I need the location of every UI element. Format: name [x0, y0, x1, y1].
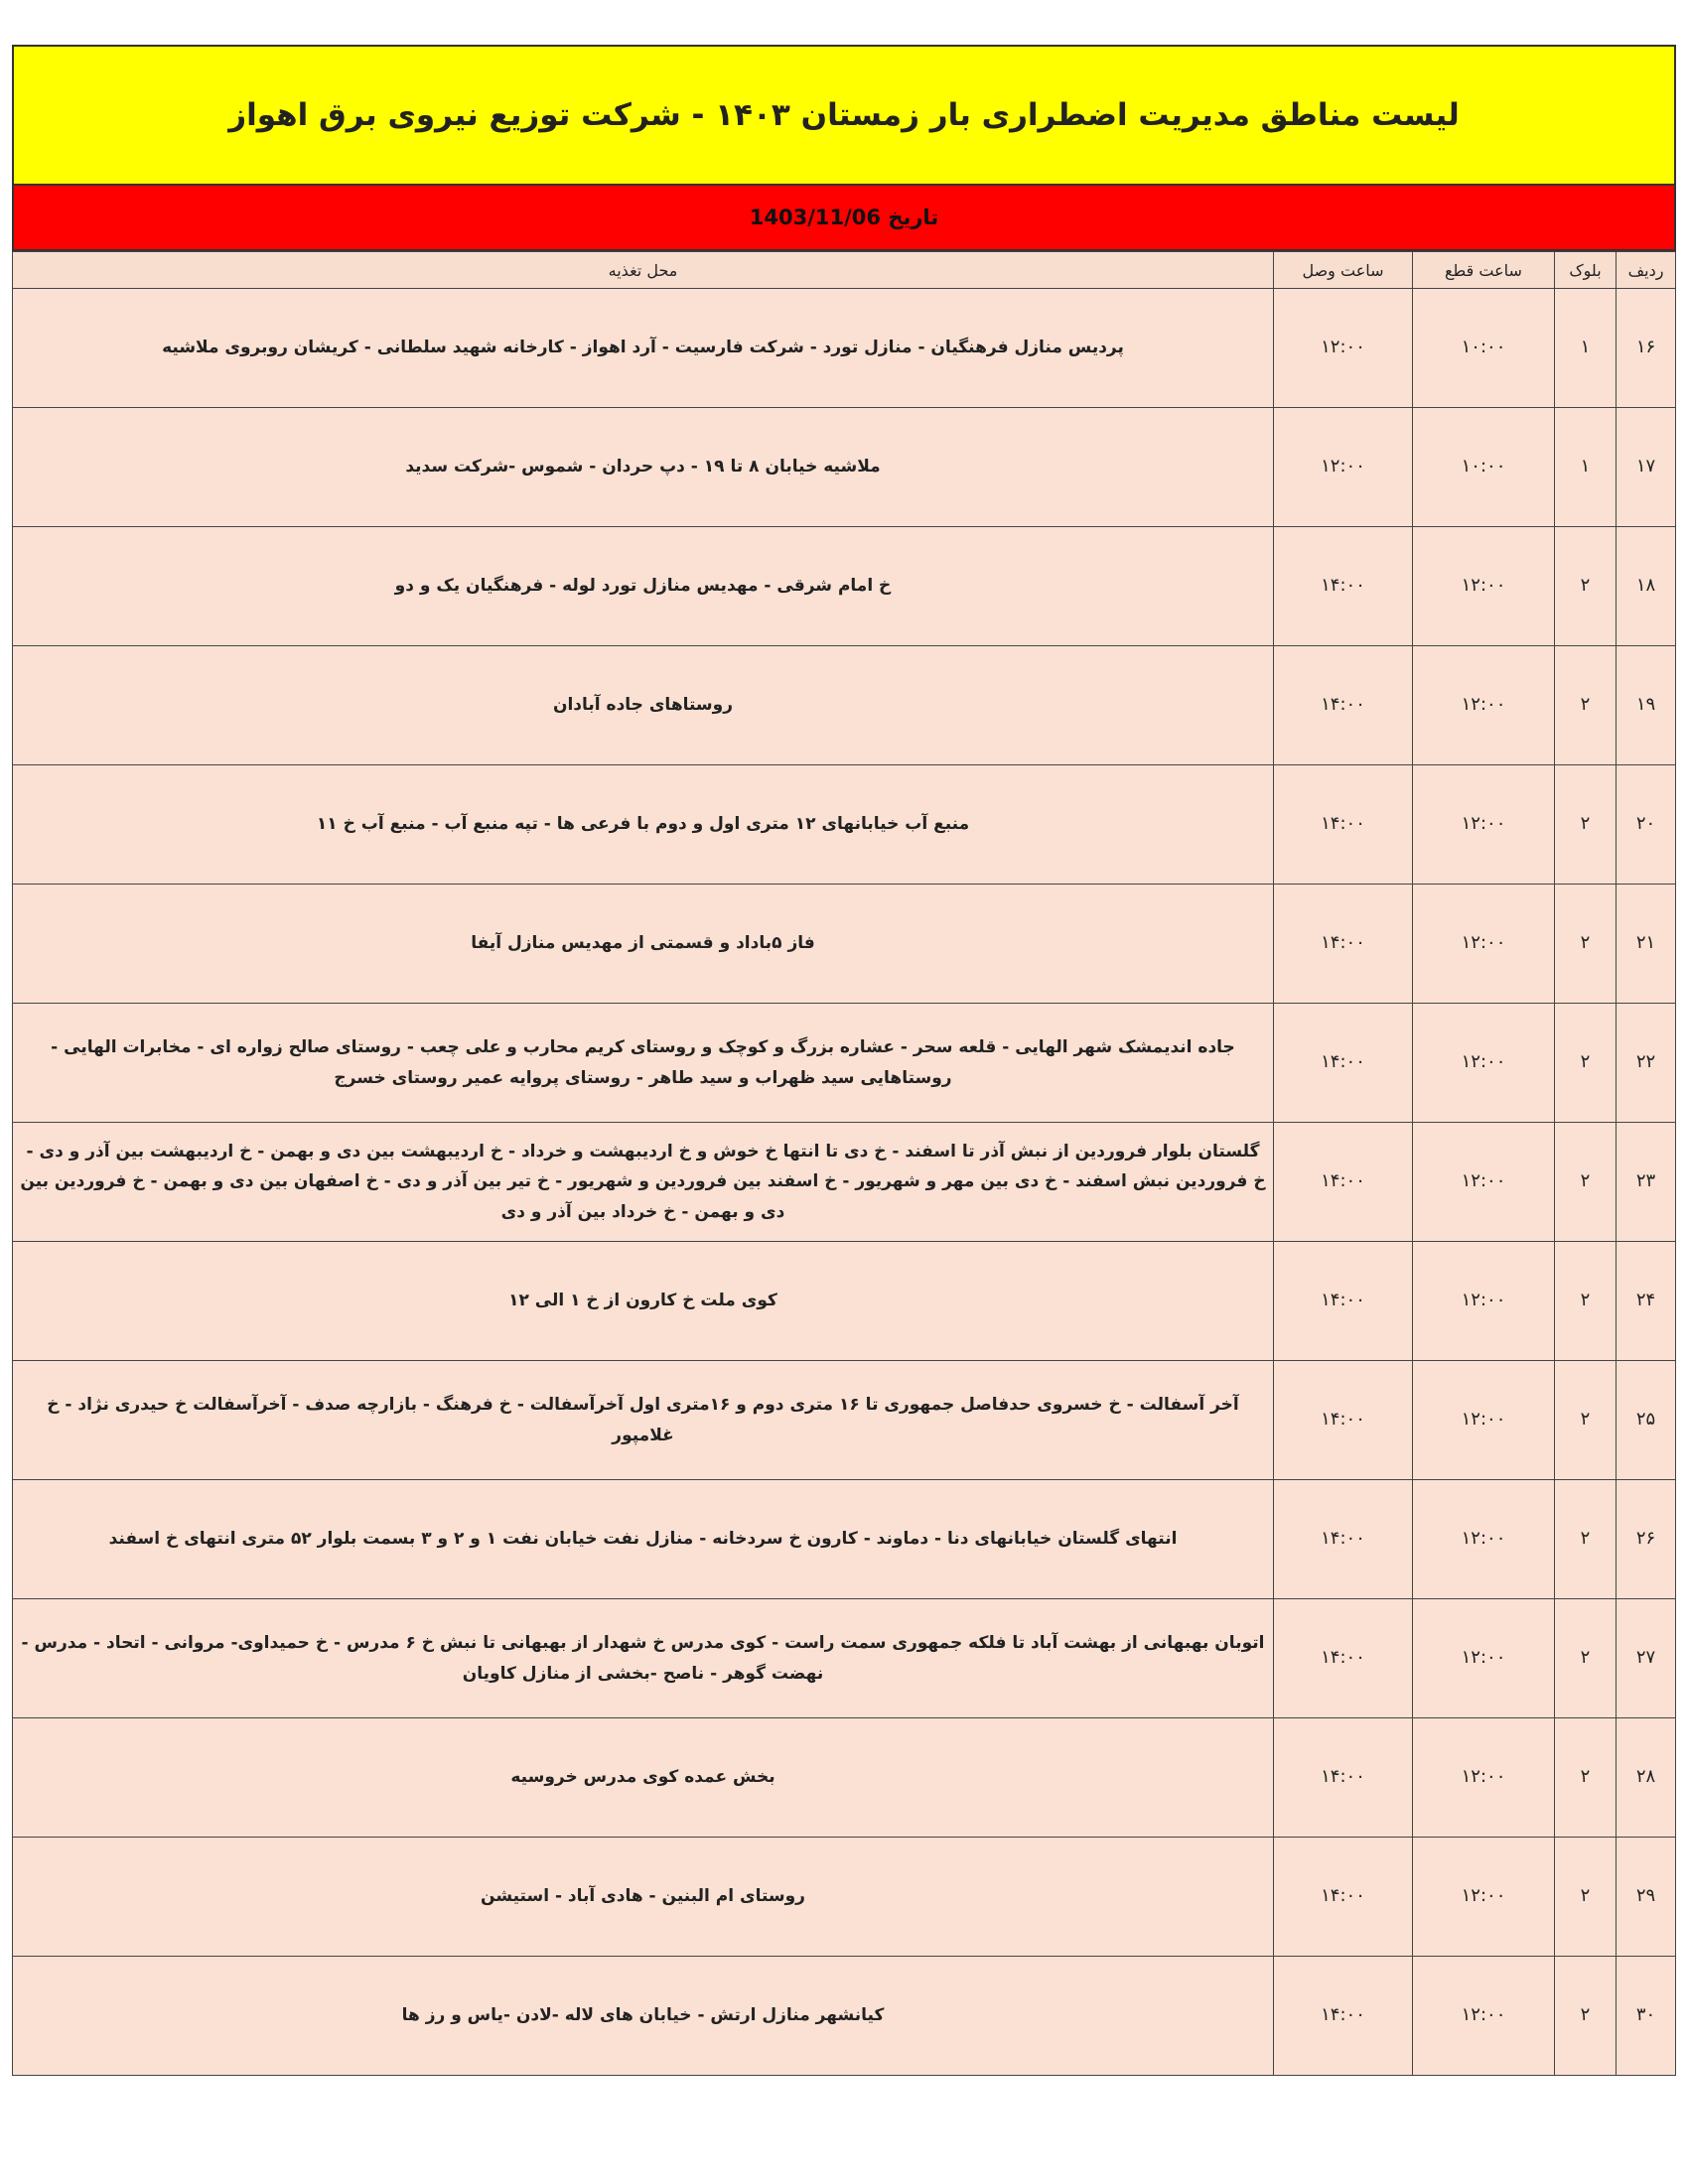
table-row — [13, 1361, 1676, 1480]
cell-row-number: ۲۴ — [1617, 1242, 1676, 1361]
cell-row-number: ۲۵ — [1617, 1361, 1676, 1480]
cell-row-number: ۲۷ — [1617, 1599, 1676, 1718]
table-row — [13, 408, 1676, 527]
cell-cut-time: ۱۲:۰۰ — [1413, 646, 1555, 765]
cell-block: ۲ — [1555, 1004, 1617, 1123]
cell-cut-time: ۱۲:۰۰ — [1413, 527, 1555, 646]
cell-cut-time: ۱۲:۰۰ — [1413, 885, 1555, 1004]
cell-connect-time: ۱۴:۰۰ — [1274, 1957, 1413, 2076]
report-sheet — [12, 45, 1676, 2076]
outage-table — [12, 251, 1676, 2076]
cell-location: روستای ام البنین - هادی آباد - استیشن — [13, 1838, 1274, 1957]
cell-location: آخر آسفالت - خ خسروی حدفاصل جمهوری تا ۱۶ متری دوم و ۱۶متری اول آخرآسفالت - خ فرهنگ - بازارچه صدف - آخرآسفالت خ حیدری نژاد - خ غلامپور — [13, 1361, 1274, 1480]
cell-block: ۲ — [1555, 1480, 1617, 1599]
cell-row-number: ۱۷ — [1617, 408, 1676, 527]
cell-connect-time: ۱۴:۰۰ — [1274, 1123, 1413, 1242]
table-row — [13, 1838, 1676, 1957]
cell-location: بخش عمده کوی مدرس خروسیه — [13, 1718, 1274, 1838]
cell-block: ۲ — [1555, 527, 1617, 646]
title-bar — [12, 45, 1676, 186]
cell-cut-time: ۱۲:۰۰ — [1413, 1004, 1555, 1123]
cell-cut-time: ۱۲:۰۰ — [1413, 1361, 1555, 1480]
cell-block: ۲ — [1555, 1838, 1617, 1957]
cell-connect-time: ۱۴:۰۰ — [1274, 527, 1413, 646]
table-header-row — [13, 252, 1676, 289]
cell-location: روستاهای جاده آبادان — [13, 646, 1274, 765]
header-location: محل تغذیه — [13, 252, 1274, 289]
cell-connect-time: ۱۲:۰۰ — [1274, 289, 1413, 408]
cell-location: کوی ملت خ کارون از خ ۱ الی ۱۲ — [13, 1242, 1274, 1361]
cell-block: ۲ — [1555, 1599, 1617, 1718]
table-row — [13, 1480, 1676, 1599]
cell-row-number: ۱۸ — [1617, 527, 1676, 646]
cell-block: ۲ — [1555, 1242, 1617, 1361]
cell-row-number: ۲۸ — [1617, 1718, 1676, 1838]
cell-row-number: ۲۱ — [1617, 885, 1676, 1004]
cell-location: گلستان بلوار فروردین از نبش آذر تا اسفند - خ دی تا انتها خ خوش و خ اردیبهشت و خرداد - خ اردیبهشت بین دی و بهمن - خ اردیبهشت بین آذر و دی - خ فروردین نبش اسفند - خ دی بین مهر و شهریور - خ اسفند بین فروردین و شهریور - خ تیر بین آذر و دی - خ اصفهان بین دی و بهمن - خ فروردین بین دی و بهمن - خ خرداد بین آذر و دی — [13, 1123, 1274, 1242]
cell-connect-time: ۱۴:۰۰ — [1274, 1361, 1413, 1480]
cell-row-number: ۲۹ — [1617, 1838, 1676, 1957]
table-row — [13, 527, 1676, 646]
cell-row-number: ۳۰ — [1617, 1957, 1676, 2076]
cell-row-number: ۱۶ — [1617, 289, 1676, 408]
cell-location: منبع آب خیابانهای ۱۲ متری اول و دوم با فرعی ها - تپه منبع آب - منبع آب خ ۱۱ — [13, 765, 1274, 885]
cell-row-number: ۲۲ — [1617, 1004, 1676, 1123]
cell-location: خ امام شرقی - مهدیس منازل تورد لوله - فرهنگیان یک و دو — [13, 527, 1274, 646]
cell-cut-time: ۱۰:۰۰ — [1413, 289, 1555, 408]
table-row — [13, 1123, 1676, 1242]
cell-cut-time: ۱۰:۰۰ — [1413, 408, 1555, 527]
cell-block: ۲ — [1555, 1957, 1617, 2076]
cell-row-number: ۲۳ — [1617, 1123, 1676, 1242]
cell-location: کیانشهر منازل ارتش - خیابان های لاله -لادن -یاس و رز ها — [13, 1957, 1274, 2076]
cell-connect-time: ۱۴:۰۰ — [1274, 885, 1413, 1004]
table-row — [13, 885, 1676, 1004]
header-connect-time: ساعت وصل — [1274, 252, 1413, 289]
table-row — [13, 646, 1676, 765]
cell-connect-time: ۱۴:۰۰ — [1274, 1838, 1413, 1957]
cell-connect-time: ۱۴:۰۰ — [1274, 1004, 1413, 1123]
cell-connect-time: ۱۲:۰۰ — [1274, 408, 1413, 527]
table-row — [13, 1242, 1676, 1361]
cell-row-number: ۲۰ — [1617, 765, 1676, 885]
table-row — [13, 765, 1676, 885]
cell-connect-time: ۱۴:۰۰ — [1274, 646, 1413, 765]
header-block: بلوک — [1555, 252, 1617, 289]
cell-cut-time: ۱۲:۰۰ — [1413, 1242, 1555, 1361]
cell-block: ۲ — [1555, 1361, 1617, 1480]
table-row — [13, 289, 1676, 408]
cell-row-number: ۱۹ — [1617, 646, 1676, 765]
table-row — [13, 1004, 1676, 1123]
cell-location: پردیس منازل فرهنگیان - منازل تورد - شرکت فارسیت - آرد اهواز - کارخانه شهید سلطانی - کریشان روبروی ملاشیه — [13, 289, 1274, 408]
cell-cut-time: ۱۲:۰۰ — [1413, 1480, 1555, 1599]
cell-block: ۲ — [1555, 1718, 1617, 1838]
cell-cut-time: ۱۲:۰۰ — [1413, 1838, 1555, 1957]
cell-block: ۲ — [1555, 765, 1617, 885]
cell-block: ۱ — [1555, 289, 1617, 408]
table-row — [13, 1957, 1676, 2076]
cell-block: ۲ — [1555, 1123, 1617, 1242]
cell-block: ۲ — [1555, 646, 1617, 765]
cell-location: فاز ۵باداد و قسمتی از مهدیس منازل آیفا — [13, 885, 1274, 1004]
table-body — [13, 289, 1676, 2076]
table-row — [13, 1599, 1676, 1718]
cell-connect-time: ۱۴:۰۰ — [1274, 1242, 1413, 1361]
report-date: تاریخ 1403/11/06 — [749, 205, 939, 229]
cell-connect-time: ۱۴:۰۰ — [1274, 1480, 1413, 1599]
date-bar — [12, 186, 1676, 251]
cell-location: جاده اندیمشک شهر الهایی - قلعه سحر - عشاره بزرگ و کوچک و روستای کریم محارب و علی چعب - روستای صالح زواره ای - مخابرات الهایی - روستاهایی سید ظهراب و سید طاهر - روستای پروایه عمیر روستای خسرج — [13, 1004, 1274, 1123]
cell-connect-time: ۱۴:۰۰ — [1274, 1718, 1413, 1838]
table-row — [13, 1718, 1676, 1838]
cell-block: ۱ — [1555, 408, 1617, 527]
cell-block: ۲ — [1555, 885, 1617, 1004]
page-title: لیست مناطق مدیریت اضطراری بار زمستان ۱۴۰۳ - شرکت توزیع نیروی برق اهواز — [228, 97, 1460, 133]
cell-cut-time: ۱۲:۰۰ — [1413, 1957, 1555, 2076]
cell-location: انتهای گلستان خیابانهای دنا - دماوند - کارون خ سردخانه - منازل نفت خیابان نفت ۱ و ۲ و ۳ بسمت بلوار ۵۲ متری انتهای خ اسفند — [13, 1480, 1274, 1599]
cell-cut-time: ۱۲:۰۰ — [1413, 1123, 1555, 1242]
header-cut-time: ساعت قطع — [1413, 252, 1555, 289]
cell-connect-time: ۱۴:۰۰ — [1274, 1599, 1413, 1718]
cell-cut-time: ۱۲:۰۰ — [1413, 1599, 1555, 1718]
cell-cut-time: ۱۲:۰۰ — [1413, 1718, 1555, 1838]
header-row-number: ردیف — [1617, 252, 1676, 289]
cell-connect-time: ۱۴:۰۰ — [1274, 765, 1413, 885]
cell-location: ملاشیه خیابان ۸ تا ۱۹ - دپ حردان - شموس -شرکت سدید — [13, 408, 1274, 527]
cell-row-number: ۲۶ — [1617, 1480, 1676, 1599]
cell-location: اتوبان بهبهانی از بهشت آباد تا فلکه جمهوری سمت راست - کوی مدرس خ شهدار از بهبهانی تا نبش خ ۶ مدرس - خ حمیداوی- مروانی - اتحاد - مدرس - نهضت گوهر - ناصح -بخشی از منازل کاویان — [13, 1599, 1274, 1718]
cell-cut-time: ۱۲:۰۰ — [1413, 765, 1555, 885]
